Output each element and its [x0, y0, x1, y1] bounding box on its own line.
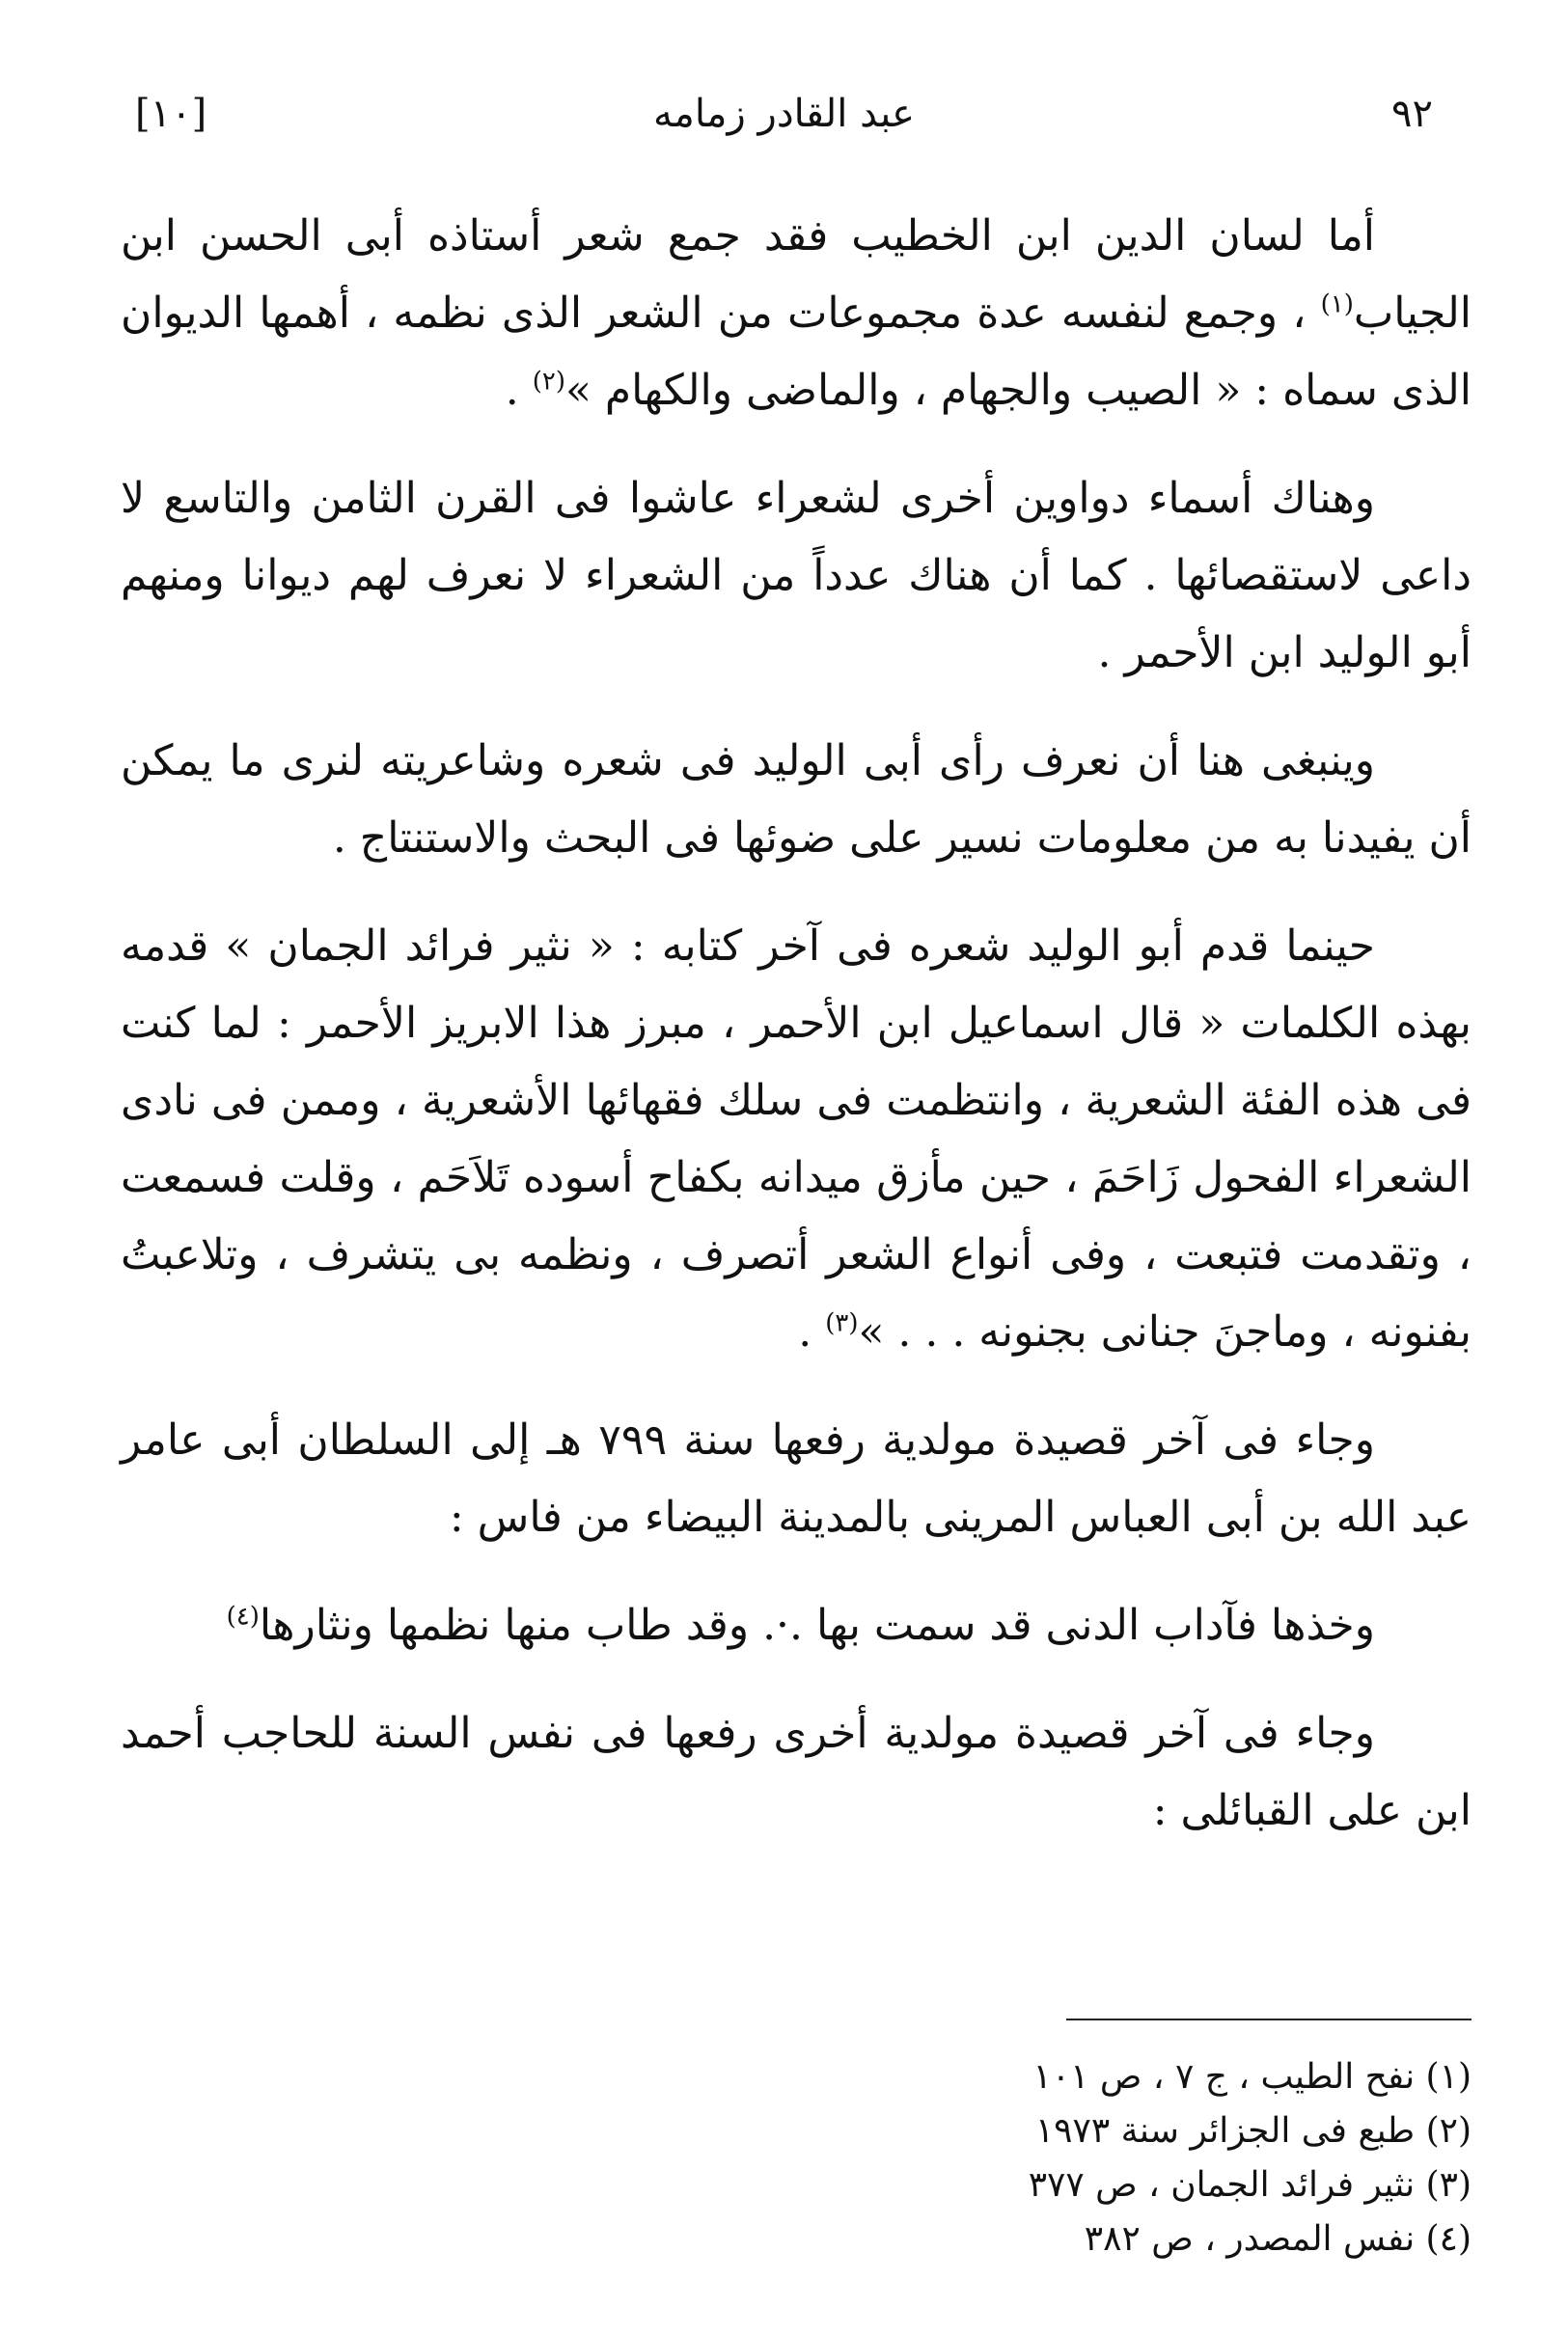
footnote-ref-1: (١) — [1320, 289, 1354, 319]
paragraph-6: وجاء فى آخر قصيدة مولدية أخرى رفعها فى نفس السنة للحاجب أحمد ابن على القبائلى : — [121, 1709, 1472, 1835]
footnote-ref-4: (٤) — [226, 1602, 260, 1632]
page-number: ٩٢ — [1391, 92, 1433, 136]
paragraph-1-text-a: أما لسان الدين ابن الخطيب فقد جمع شعر أستاذه أبى الحسن ابن الجياب — [121, 211, 1472, 338]
footnote-ref-3: (٣) — [825, 1308, 859, 1338]
footnote-2: (٢) طبع فى الجزائر سنة ١٩٧٣ — [1034, 2111, 1472, 2151]
paragraph-1-text-b: ، وجمع لنفسه عدة مجموعات من الشعر الذى نظمه ، أهمها الديوان الذى سماه : « الصيب والجهام ، والماضى والكهام » — [121, 288, 1472, 415]
running-head — [125, 92, 1443, 159]
paragraph-3: وينبغى هنا أن نعرف رأى أبى الوليد فى شعره وشاعريته لنرى ما يمكن أن يفيدنا به من معلومات نسير على ضوئها فى البحث والاستنتاج . — [121, 736, 1472, 863]
footnotes — [579, 2050, 1491, 2266]
page-body — [121, 198, 1472, 1881]
section-number: [١٠] — [135, 92, 207, 136]
verse-text: وخذها فآداب الدنى قد سمت بها .·. وقد طاب منها نظمها ونثارها — [259, 1601, 1375, 1650]
paragraph-5: وجاء فى آخر قصيدة مولدية رفعها سنة ٧٩٩ هـ إلى السلطان أبى عامر عبد الله بن أبى العباس المرينى بالمدينة البيضاء من فاس : — [121, 1415, 1472, 1542]
footnote-3: (٣) نثير فرائد الجمان ، ص ٣٧٧ — [1028, 2165, 1472, 2205]
verse-line — [121, 1587, 1472, 1664]
footnote-divider — [1066, 2019, 1472, 2020]
paragraph-1 — [121, 198, 1472, 429]
running-title: عبد القادر زمامه — [652, 92, 915, 136]
footnote-ref-2: (٢) — [532, 367, 565, 397]
footnote-1: (١) نفح الطيب ، ج ٧ ، ص ١٠١ — [1032, 2057, 1472, 2097]
paragraph-1-end: . — [505, 366, 519, 415]
footnote-4: (٤) نفس المصدر ، ص ٣٨٢ — [1084, 2219, 1472, 2259]
paragraph-4-text: حينما قدم أبو الوليد شعره فى آخر كتابه : « نثير فرائد الجمان » قدمه بهذه الكلمات « قال اسماعيل ابن الأحمر ، مبرز هذا الابريز الأحمر : لما كنت فى هذه الفئة الشعرية ، وانتظمت فى سلك فقهائها الأشعرية ، وممن فى نادى الشعراء الفحول زَاحَمَ ، حين مأزق ميدانه بكفاح أسوده تَلاَحَم ، وقلت فسمعت ، وتقدمت فتبعت ، وفى أنواع الشعر أتصرف ، ونظمه بى يتشرف ، وتلاعبتُ بفنونه ، وماجنَ جنانى بجنونه . . . » — [121, 921, 1472, 1357]
paragraph-2: وهناك أسماء دواوين أخرى لشعراء عاشوا فى القرن الثامن والتاسع لا داعى لاستقصائها . كما أن هناك عدداً من الشعراء لا نعرف لهم ديوانا ومنهم أبو الوليد ابن الأحمر . — [121, 474, 1472, 677]
paragraph-4: حينما قدم أبو الوليد شعره فى آخر كتابه : « نثير فرائد الجمان » قدمه بهذه الكلمات « قال اسماعيل ابن الأحمر ، مبرز هذا الابريز الأحمر : لما كنت فى هذه الفئة الشعرية ، وانتظمت فى سلك فقهائها الأشعرية ، وممن فى نادى الشعراء الفحول زَاحَمَ ، حين مأزق ميدانه بكفاح أسوده تَلاَحَم ، وقلت فسمعت ، وتقدمت فتبعت ، وفى أنواع الشعر أتصرف ، ونظمه بى يتشرف ، وتلاعبتُ بفنونه ، وماجنَ جنانى بجنونه . . . »$^{(٣)}$ . — [121, 921, 1472, 1357]
